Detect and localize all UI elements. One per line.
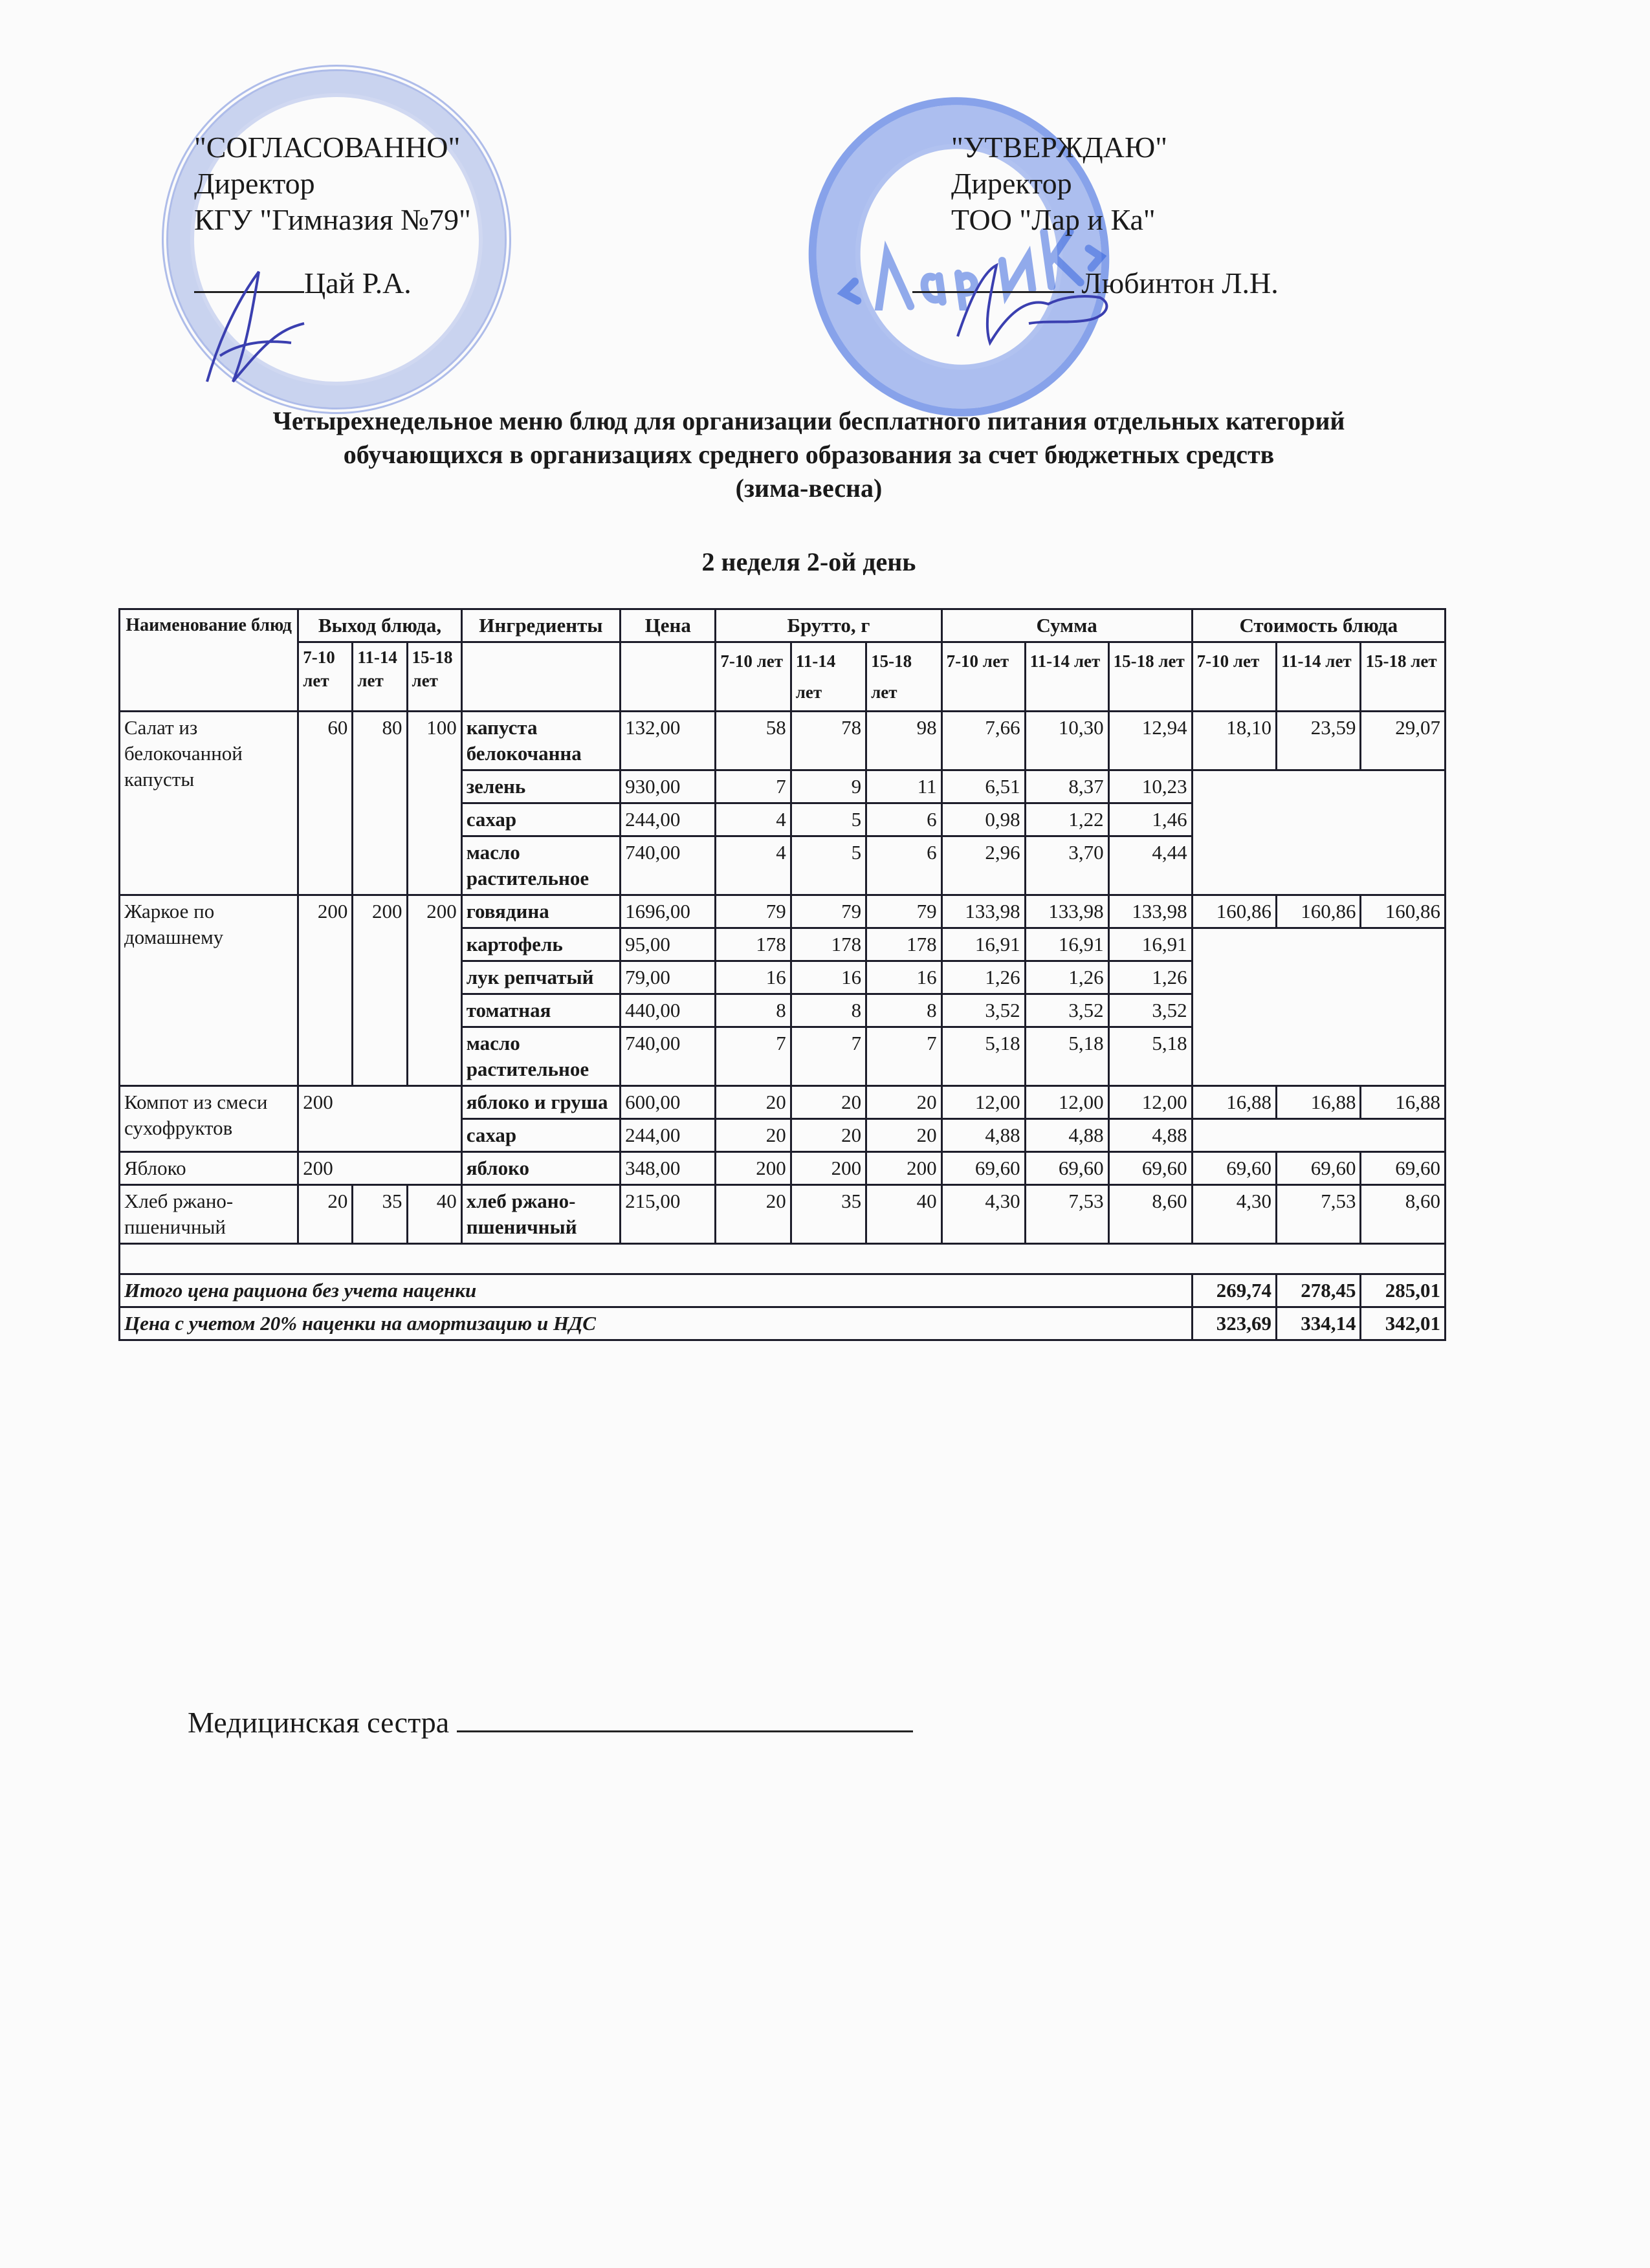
dish-cost: 69,60	[1277, 1152, 1361, 1185]
table-row	[120, 895, 1446, 928]
ingredient-sum: 4,30	[941, 1185, 1025, 1244]
ingredient-brutto: 79	[716, 895, 791, 928]
ingredient-brutto: 98	[866, 712, 941, 770]
dish-output: 20	[298, 1185, 353, 1244]
dish-output: 200	[298, 895, 353, 1086]
ingredient-brutto: 16	[866, 961, 941, 994]
table-row	[120, 712, 1446, 770]
ingredient-price: 132,00	[621, 712, 716, 770]
ingredient-brutto: 7	[716, 770, 791, 803]
totals-label: Цена с учетом 20% наценки на амортизацию и НДС	[120, 1307, 1193, 1340]
header-ingredients-blank	[461, 642, 620, 712]
ingredient-price: 79,00	[621, 961, 716, 994]
nurse-signature-row	[188, 1705, 913, 1739]
ingredient-sum: 2,96	[941, 836, 1025, 895]
header-output-age: 15-18 лет	[407, 642, 461, 712]
ingredient-sum: 4,44	[1108, 836, 1192, 895]
approval-signatory: Цай Р.А.	[304, 267, 412, 300]
title-line-2: обучающихся в организациях среднего образования за счет бюджетных средств	[343, 440, 1275, 469]
ingredient-sum: 16,91	[941, 928, 1025, 961]
dish-cost: 7,53	[1277, 1185, 1361, 1244]
ingredient-brutto: 9	[791, 770, 866, 803]
document-title	[162, 404, 1456, 505]
ingredient-brutto: 6	[866, 836, 941, 895]
dish-cost: 8,60	[1361, 1185, 1446, 1244]
title-line-1: Четырехнедельное меню блюд для организации бесплатного питания отдельных категорий	[272, 406, 1345, 435]
title-season: (зима-весна)	[735, 474, 883, 503]
ingredient-brutto: 178	[791, 928, 866, 961]
dish-name: Компот из смеси сухофруктов	[120, 1086, 298, 1152]
dish-cost-blank	[1192, 770, 1445, 895]
dish-output: 100	[407, 712, 461, 895]
totals-row	[120, 1274, 1446, 1307]
ingredient-brutto: 8	[791, 994, 866, 1027]
approval-heading: "СОГЛАСОВАННО"	[194, 131, 461, 164]
dish-cost: 29,07	[1361, 712, 1446, 770]
dish-output: 200	[298, 1086, 461, 1152]
ingredient-price: 244,00	[621, 803, 716, 836]
ingredient-name: сахар	[461, 803, 620, 836]
ingredient-brutto: 178	[716, 928, 791, 961]
ingredient-brutto: 35	[791, 1185, 866, 1244]
dish-name: Жаркое по домашнему	[120, 895, 298, 1086]
ingredient-price: 348,00	[621, 1152, 716, 1185]
ingredient-sum: 133,98	[1025, 895, 1108, 928]
header-brutto-age: 7-10 лет	[716, 642, 791, 712]
ingredient-price: 740,00	[621, 836, 716, 895]
ingredient-brutto: 20	[866, 1119, 941, 1152]
dish-cost: 160,86	[1192, 895, 1276, 928]
header-price-blank	[621, 642, 716, 712]
signature-left	[194, 259, 336, 388]
age-header-row	[120, 642, 1446, 712]
header-dish-name: Наименование блюд	[120, 609, 298, 712]
table-row	[120, 1152, 1446, 1185]
ingredient-brutto: 5	[791, 803, 866, 836]
header-brutto-age: 15-18 лет	[866, 642, 941, 712]
header-sum: Сумма	[941, 609, 1192, 642]
header-dish-cost: Стоимость блюда	[1192, 609, 1445, 642]
dish-cost: 160,86	[1277, 895, 1361, 928]
ingredient-name: капуста белокочанна	[461, 712, 620, 770]
totals-row	[120, 1307, 1446, 1340]
ingredient-sum: 1,22	[1025, 803, 1108, 836]
ingredient-brutto: 78	[791, 712, 866, 770]
totals-value: 269,74	[1192, 1274, 1276, 1307]
ingredient-name: яблоко и груша	[461, 1086, 620, 1119]
ingredient-brutto: 5	[791, 836, 866, 895]
ingredient-name: картофель	[461, 928, 620, 961]
approval-organization: ТОО "Лар и Ка"	[951, 203, 1156, 236]
ingredient-sum: 69,60	[941, 1152, 1025, 1185]
ingredient-sum: 12,00	[1025, 1086, 1108, 1119]
ingredient-price: 1696,00	[621, 895, 716, 928]
ingredient-price: 440,00	[621, 994, 716, 1027]
dish-cost: 69,60	[1192, 1152, 1276, 1185]
header-brutto: Брутто, г	[716, 609, 941, 642]
header-sum-age: 15-18 лет	[1108, 642, 1192, 712]
dish-cost: 16,88	[1361, 1086, 1446, 1119]
ingredient-price: 740,00	[621, 1027, 716, 1086]
ingredient-sum: 133,98	[1108, 895, 1192, 928]
ingredient-name: масло растительное	[461, 1027, 620, 1086]
ingredient-brutto: 20	[716, 1185, 791, 1244]
header-output: Выход блюда,	[298, 609, 461, 642]
header-brutto-age: 11-14 лет	[791, 642, 866, 712]
ingredient-brutto: 8	[716, 994, 791, 1027]
ingredient-name: масло растительное	[461, 836, 620, 895]
ingredient-sum: 3,52	[941, 994, 1025, 1027]
ingredient-brutto: 79	[866, 895, 941, 928]
approval-position: Директор	[951, 167, 1072, 200]
ingredient-sum: 16,91	[1108, 928, 1192, 961]
dish-output: 200	[353, 895, 407, 1086]
header-output-age: 11-14 лет	[353, 642, 407, 712]
ingredient-name: лук репчатый	[461, 961, 620, 994]
approval-signatory: Любинтон Л.Н.	[1081, 267, 1279, 300]
ingredient-brutto: 20	[716, 1119, 791, 1152]
dish-cost: 18,10	[1192, 712, 1276, 770]
totals-value: 342,01	[1361, 1307, 1446, 1340]
totals-value: 334,14	[1277, 1307, 1361, 1340]
dish-output: 80	[353, 712, 407, 895]
dish-name: Салат из белокочанной капусты	[120, 712, 298, 895]
ingredient-sum: 3,70	[1025, 836, 1108, 895]
ingredient-name: томатная	[461, 994, 620, 1027]
ingredient-sum: 1,26	[1108, 961, 1192, 994]
dish-cost: 23,59	[1277, 712, 1361, 770]
nurse-label: Медицинская сестра	[188, 1706, 450, 1739]
ingredient-brutto: 79	[791, 895, 866, 928]
ingredient-sum: 8,60	[1108, 1185, 1192, 1244]
table-header	[120, 609, 1446, 712]
dish-cost-blank	[1192, 1119, 1445, 1152]
ingredient-brutto: 7	[866, 1027, 941, 1086]
spacer-cell	[120, 1244, 1446, 1274]
ingredient-price: 930,00	[621, 770, 716, 803]
menu-table	[118, 608, 1446, 1341]
approval-organization: КГУ "Гимназия №79"	[194, 203, 471, 236]
ingredient-sum: 1,26	[941, 961, 1025, 994]
totals-label: Итого цена рациона без учета наценки	[120, 1274, 1193, 1307]
header-cost-age: 15-18 лет	[1361, 642, 1446, 712]
ingredient-price: 244,00	[621, 1119, 716, 1152]
dish-output: 200	[407, 895, 461, 1086]
ingredient-brutto: 20	[791, 1119, 866, 1152]
header-cost-age: 11-14 лет	[1277, 642, 1361, 712]
ingredient-sum: 1,46	[1108, 803, 1192, 836]
table-row	[120, 1185, 1446, 1244]
ingredient-sum: 3,52	[1025, 994, 1108, 1027]
table-spacer-row	[120, 1244, 1446, 1274]
ingredient-sum: 10,23	[1108, 770, 1192, 803]
ingredient-sum: 69,60	[1108, 1152, 1192, 1185]
dish-cost: 69,60	[1361, 1152, 1446, 1185]
ingredient-sum: 8,37	[1025, 770, 1108, 803]
ingredient-brutto: 16	[716, 961, 791, 994]
ingredient-brutto: 8	[866, 994, 941, 1027]
dish-cost: 16,88	[1277, 1086, 1361, 1119]
ingredient-sum: 16,91	[1025, 928, 1108, 961]
ingredient-brutto: 7	[791, 1027, 866, 1086]
ingredient-name: яблоко	[461, 1152, 620, 1185]
ingredient-sum: 5,18	[1108, 1027, 1192, 1086]
ingredient-price: 95,00	[621, 928, 716, 961]
ingredient-sum: 3,52	[1108, 994, 1192, 1027]
header-price: Цена	[621, 609, 716, 642]
table-body	[120, 712, 1446, 1340]
ingredient-brutto: 11	[866, 770, 941, 803]
ingredient-brutto: 178	[866, 928, 941, 961]
ingredient-sum: 10,30	[1025, 712, 1108, 770]
dish-output: 35	[353, 1185, 407, 1244]
ingredient-sum: 69,60	[1025, 1152, 1108, 1185]
ingredient-brutto: 16	[791, 961, 866, 994]
ingredient-brutto: 7	[716, 1027, 791, 1086]
ingredient-brutto: 58	[716, 712, 791, 770]
ingredient-brutto: 20	[791, 1086, 866, 1119]
menu-day: 2 неделя 2-ой день	[701, 547, 916, 576]
dish-output: 200	[298, 1152, 461, 1185]
ingredient-sum: 133,98	[941, 895, 1025, 928]
ingredient-price: 215,00	[621, 1185, 716, 1244]
dish-cost-blank	[1192, 928, 1445, 1086]
dish-name: Хлеб ржано-пшеничный	[120, 1185, 298, 1244]
ingredient-name: хлеб ржано-пшеничный	[461, 1185, 620, 1244]
ingredient-brutto: 20	[866, 1086, 941, 1119]
ingredient-price: 600,00	[621, 1086, 716, 1119]
ingredient-sum: 5,18	[1025, 1027, 1108, 1086]
ingredient-sum: 4,88	[1025, 1119, 1108, 1152]
ingredient-brutto: 6	[866, 803, 941, 836]
header-sum-age: 11-14 лет	[1025, 642, 1108, 712]
totals-value: 278,45	[1277, 1274, 1361, 1307]
ingredient-sum: 0,98	[941, 803, 1025, 836]
header-ingredients: Ингредиенты	[461, 609, 620, 642]
signature-right	[951, 259, 1132, 349]
header-output-age: 7-10 лет	[298, 642, 353, 712]
ingredient-name: сахар	[461, 1119, 620, 1152]
ingredient-sum: 12,00	[1108, 1086, 1192, 1119]
dish-output: 40	[407, 1185, 461, 1244]
ingredient-sum: 7,53	[1025, 1185, 1108, 1244]
ingredient-brutto: 200	[791, 1152, 866, 1185]
ingredient-name: говядина	[461, 895, 620, 928]
header-cost-age: 7-10 лет	[1192, 642, 1276, 712]
ingredient-sum: 4,88	[1108, 1119, 1192, 1152]
approval-heading: "УТВЕРЖДАЮ"	[951, 131, 1168, 164]
table-row	[120, 1086, 1446, 1119]
ingredient-brutto: 40	[866, 1185, 941, 1244]
dish-cost: 16,88	[1192, 1086, 1276, 1119]
dish-name: Яблоко	[120, 1152, 298, 1185]
ingredient-brutto: 4	[716, 803, 791, 836]
dish-output: 60	[298, 712, 353, 895]
ingredient-sum: 5,18	[941, 1027, 1025, 1086]
totals-value: 323,69	[1192, 1307, 1276, 1340]
ingredient-sum: 7,66	[941, 712, 1025, 770]
ingredient-brutto: 200	[716, 1152, 791, 1185]
dish-cost: 160,86	[1361, 895, 1446, 928]
dish-cost: 4,30	[1192, 1185, 1276, 1244]
nurse-signature-line	[457, 1705, 913, 1732]
approval-position: Директор	[194, 167, 315, 200]
ingredient-sum: 4,88	[941, 1119, 1025, 1152]
ingredient-sum: 1,26	[1025, 961, 1108, 994]
ingredient-sum: 12,94	[1108, 712, 1192, 770]
ingredient-brutto: 4	[716, 836, 791, 895]
ingredient-sum: 6,51	[941, 770, 1025, 803]
ingredient-brutto: 200	[866, 1152, 941, 1185]
header-sum-age: 7-10 лет	[941, 642, 1025, 712]
ingredient-brutto: 20	[716, 1086, 791, 1119]
totals-value: 285,01	[1361, 1274, 1446, 1307]
ingredient-sum: 12,00	[941, 1086, 1025, 1119]
ingredient-name: зелень	[461, 770, 620, 803]
